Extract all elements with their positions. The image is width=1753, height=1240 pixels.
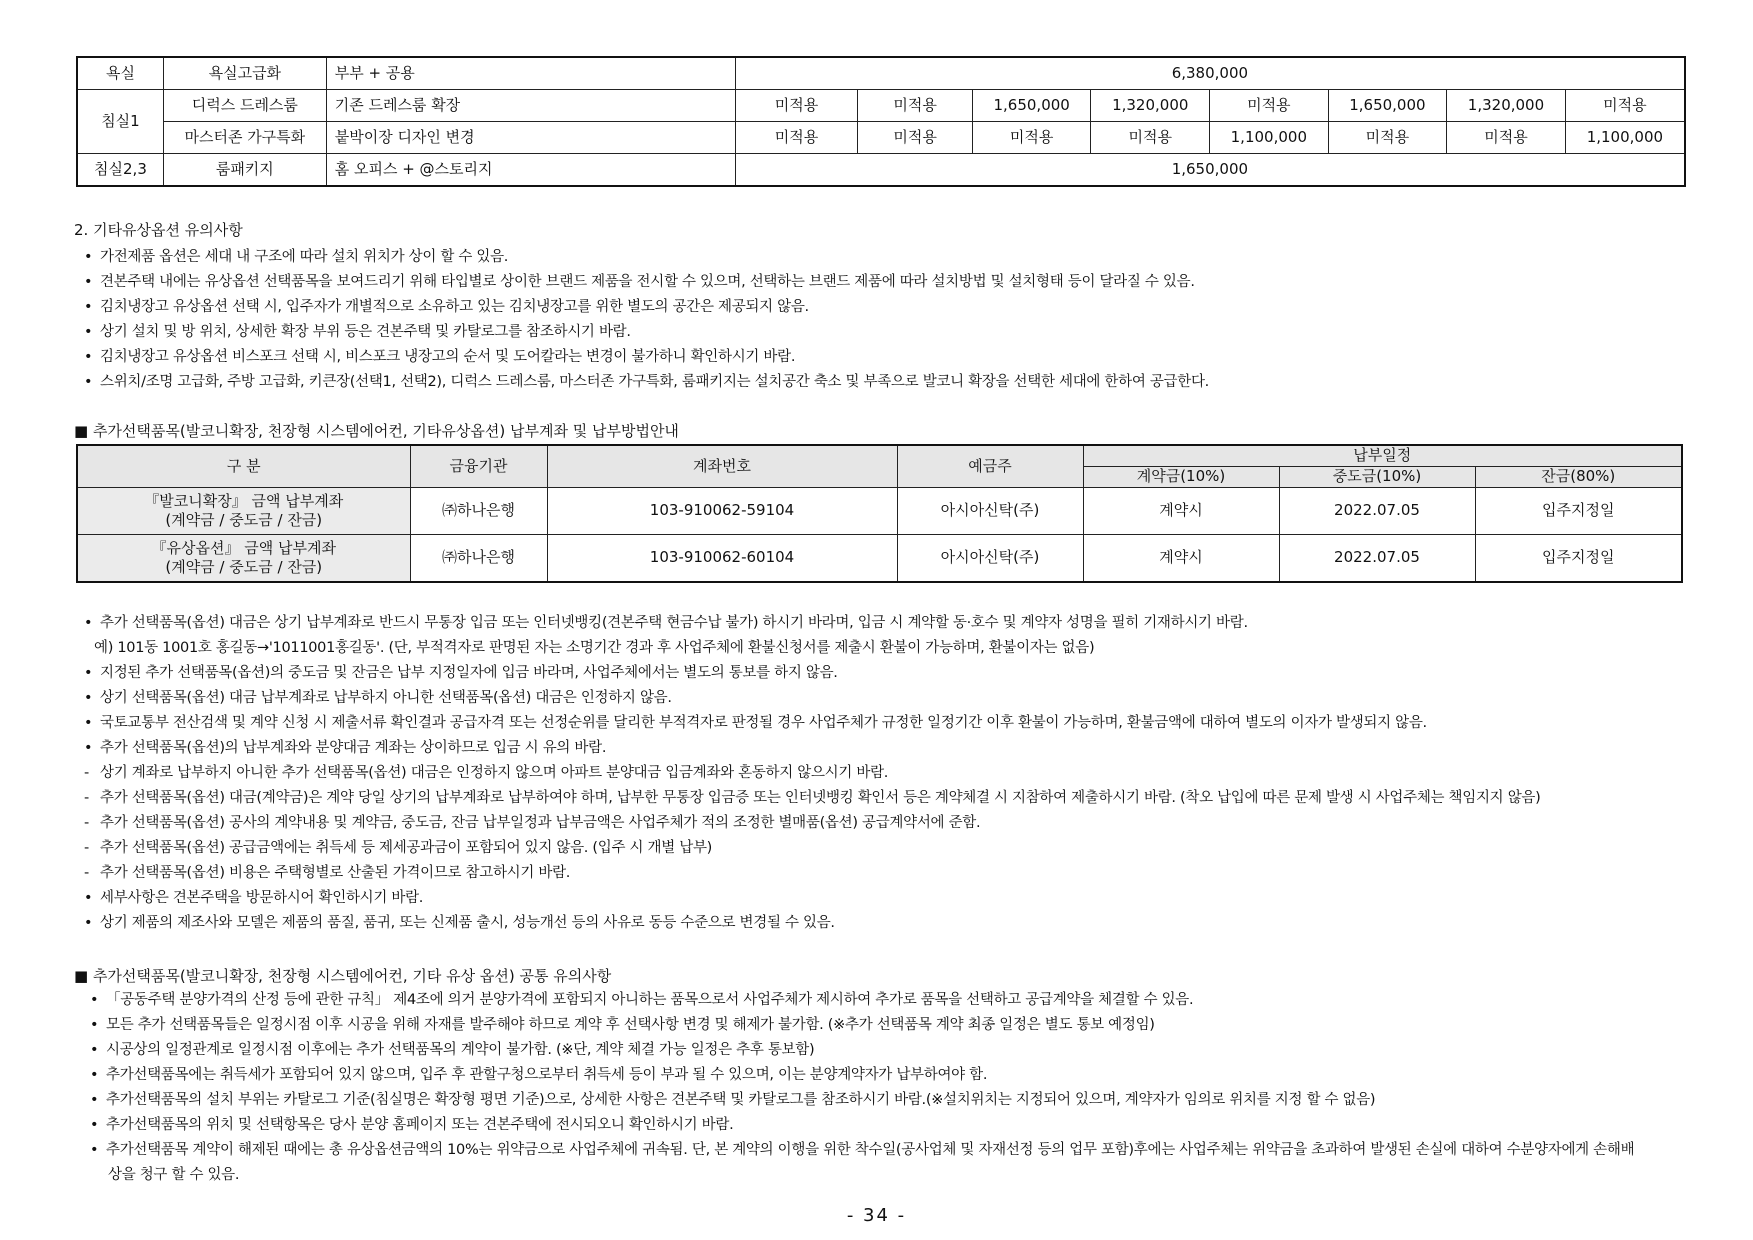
list-item: • 추가선택품목의 설치 부위는 카탈로그 기준(침실명은 확장형 평면 기준)으로, 상세한 사항은 견본주택 및 카탈로그를 참조하시기 바람.(※설치위치는 지정되어 있으며, 계약자가 임의로 위치를 지정 할 수 없음) [90, 1092, 1376, 1108]
desc-cell: 붙박이장 디자인 변경 [326, 122, 735, 154]
account-label-cell: 『발코니확장』 금액 납부계좌 (계약금 / 중도금 / 잔금) [77, 488, 410, 535]
list-item: • 추가선택품목 계약이 해제된 때에는 총 유상옵션금액의 10%는 위약금으로 사업주체에 귀속됨. 단, 본 계약의 이행을 위한 착수일(공사업체 및 자재선정 등의 업무 포함)후에는 사업주체는 위약금을 초과하여 발생된 손실에 대하여 수분양자에게 손해배 [90, 1142, 1635, 1158]
price-cell: 1,100,000 [1210, 122, 1329, 154]
list-item: 예) 101동 1001호 홍길동→'1011001홍길동'. (단, 부적격자로 판명된 자는 소명기간 경과 후 사업주체에 환불신청서를 제출시 환불이 가능하며, 환불이자는 없음) [94, 640, 1095, 656]
holder-cell: 아시아신탁(주) [897, 488, 1083, 535]
balance-cell: 입주지정일 [1475, 535, 1682, 583]
list-item: - 상기 계좌로 납부하지 아니한 추가 선택품목(옵션) 대금은 인정하지 않으며 아파트 분양대금 입금계좌와 혼동하지 않으시기 바람. [84, 765, 889, 781]
list-item-continuation: 상을 청구 할 수 있음. [108, 1167, 240, 1183]
section4-title: ■ 추가선택품목(발코니확장, 천장형 시스템에어컨, 기타 유상 옵션) 공통 유의사항 [74, 967, 612, 985]
list-item: • 김치냉장고 유상옵션 선택 시, 입주자가 개별적으로 소유하고 있는 김치냉장고를 위한 별도의 공간은 제공되지 않음. [84, 299, 809, 315]
price-cell: 1,320,000 [1091, 90, 1210, 122]
room-cell: 침실1 [77, 90, 163, 154]
table-row [77, 122, 1685, 154]
price-cell: 미적용 [1091, 122, 1210, 154]
list-item: • 「공동주택 분양가격의 산정 등에 관한 규칙」 제4조에 의거 분양가격에 포함되지 아니하는 품목으로서 사업주체가 제시하여 추가로 품목을 선택하고 공급계약을 체결할 수 있음. [90, 992, 1194, 1008]
table-row [77, 154, 1685, 187]
list-item: • 김치냉장고 유상옵션 비스포크 선택 시, 비스포크 냉장고의 순서 및 도어칼라는 변경이 불가하니 확인하시기 바람. [84, 349, 796, 365]
section4-list [90, 988, 1634, 1187]
list-item: • 시공상의 일정관계로 일정시점 이후에는 추가 선택품목의 계약이 불가함. (※단, 계약 체결 가능 일정은 추후 통보함) [90, 1042, 815, 1058]
table-row [77, 90, 1685, 122]
section2-list [84, 245, 1209, 395]
item-cell: 욕실고급화 [163, 57, 326, 90]
price-cell: 1,650,000 [972, 90, 1091, 122]
holder-cell: 아시아신탁(주) [897, 535, 1083, 583]
price-cell: 6,380,000 [735, 57, 1685, 90]
room-cell: 욕실 [77, 57, 163, 90]
price-cell: 미적용 [972, 122, 1091, 154]
list-item: • 상기 제품의 제조사와 모델은 제품의 품질, 품귀, 또는 신제품 출시, 성능개선 등의 사유로 동등 수준으로 변경될 수 있음. [84, 915, 835, 931]
price-cell: 1,320,000 [1447, 90, 1566, 122]
list-item: • 스위치/조명 고급화, 주방 고급화, 키큰장(선택1, 선택2), 디럭스 드레스룸, 마스터존 가구특화, 룸패키지는 설치공간 축소 및 부족으로 발코니 확장을 선택한 세대에 한하여 공급한다. [84, 374, 1209, 390]
balance-cell: 입주지정일 [1475, 488, 1682, 535]
list-item: • 상기 설치 및 방 위치, 상세한 확장 부위 등은 견본주택 및 카탈로그를 참조하시기 바람. [84, 324, 631, 340]
list-item: • 견본주택 내에는 유상옵션 선택품목을 보여드리기 위해 타입별로 상이한 브랜드 제품을 전시할 수 있으며, 선택하는 브랜드 제품에 따라 설치방법 및 설치형태 등이 달라질 수 있음. [84, 274, 1195, 290]
list-item: • 추가선택품목의 위치 및 선택항목은 당사 분양 홈페이지 또는 견본주택에 전시되오니 확인하시기 바람. [90, 1117, 734, 1133]
list-item: • 추가선택품목에는 취득세가 포함되어 있지 않으며, 입주 후 관할구청으로부터 취득세 등이 부과 될 수 있으며, 이는 분양계약자가 납부하여야 함. [90, 1067, 988, 1083]
price-cell: 1,650,000 [735, 154, 1685, 187]
bank-cell: ㈜하나은행 [410, 488, 547, 535]
price-cell: 미적용 [1210, 90, 1329, 122]
payment-account-table [76, 444, 1683, 583]
list-item: - 추가 선택품목(옵션) 비용은 주택형별로 산출된 가격이므로 참고하시기 바람. [84, 865, 571, 881]
table-row [77, 488, 1682, 535]
list-item: - 추가 선택품목(옵션) 대금(계약금)은 계약 당일 상기의 납부계좌로 납부하여야 하며, 납부한 무통장 입금증 또는 인터넷뱅킹 확인서 등은 계약체결 시 지참하여 제출하시기 바람. (착오 납입에 따른 문제 발생 시 사업주체는 책임지지 않음) [84, 790, 1541, 806]
list-item: • 지정된 추가 선택품목(옵션)의 중도금 및 잔금은 납부 지정일자에 입금 바라며, 사업주체에서는 별도의 통보를 하지 않음. [84, 665, 838, 681]
price-cell: 미적용 [735, 122, 858, 154]
header-gubun: 구 분 [77, 445, 410, 488]
bank-cell: ㈜하나은행 [410, 535, 547, 583]
section3-title: ■ 추가선택품목(발코니확장, 천장형 시스템에어컨, 기타유상옵션) 납부계좌 및 납부방법안내 [74, 422, 679, 440]
header-bank: 금융기관 [410, 445, 547, 488]
list-item: • 세부사항은 견본주택을 방문하시어 확인하시기 바람. [84, 890, 424, 906]
account-cell: 103-910062-59104 [547, 488, 897, 535]
price-cell: 1,100,000 [1565, 122, 1685, 154]
middle-cell: 2022.07.05 [1279, 488, 1475, 535]
price-cell: 미적용 [858, 122, 973, 154]
list-item: - 추가 선택품목(옵션) 공급금액에는 취득세 등 제세공과금이 포함되어 있지 않음. (입주 시 개별 납부) [84, 840, 713, 856]
list-item: • 추가 선택품목(옵션) 대금은 상기 납부계좌로 반드시 무통장 입금 또는 인터넷뱅킹(견본주택 현금수납 불가) 하시기 바라며, 입금 시 계약할 동·호수 및 계약자 성명을 필히 기재하시기 바람. [84, 615, 1248, 631]
header-balance: 잔금(80%) [1475, 467, 1682, 488]
price-cell: 미적용 [1447, 122, 1566, 154]
contract-cell: 계약시 [1083, 488, 1279, 535]
price-cell: 미적용 [735, 90, 858, 122]
table-row [77, 57, 1685, 90]
section2-title: 2. 기타유상옵션 유의사항 [74, 221, 243, 239]
section3-notes [84, 611, 1540, 936]
account-cell: 103-910062-60104 [547, 535, 897, 583]
list-item: • 상기 선택품목(옵션) 대금 납부계좌로 납부하지 아니한 선택품목(옵션) 대금은 인정하지 않음. [84, 690, 672, 706]
header-contract: 계약금(10%) [1083, 467, 1279, 488]
middle-cell: 2022.07.05 [1279, 535, 1475, 583]
desc-cell: 기존 드레스룸 확장 [326, 90, 735, 122]
room-cell: 침실2,3 [77, 154, 163, 187]
desc-cell: 홈 오피스 + @스토리지 [326, 154, 735, 187]
desc-cell: 부부 + 공용 [326, 57, 735, 90]
price-cell: 미적용 [1565, 90, 1685, 122]
list-item: - 추가 선택품목(옵션) 공사의 계약내용 및 계약금, 중도금, 잔금 납부일정과 납부금액은 사업주체가 적의 조정한 별매품(옵션) 공급계약서에 준함. [84, 815, 981, 831]
header-account: 계좌번호 [547, 445, 897, 488]
list-item: • 가전제품 옵션은 세대 내 구조에 따라 설치 위치가 상이 할 수 있음. [84, 249, 509, 265]
account-label-cell: 『유상옵션』 금액 납부계좌 (계약금 / 중도금 / 잔금) [77, 535, 410, 583]
price-cell: 미적용 [1328, 122, 1447, 154]
price-cell: 미적용 [858, 90, 973, 122]
list-item: • 국토교통부 전산검색 및 계약 신청 시 제출서류 확인결과 공급자격 또는 선정순위를 달리한 부적격자로 판정될 경우 사업주체가 규정한 일정기간 이후 환불이 가능하며, 환불금액에 대하여 별도의 이자가 발생되지 않음. [84, 715, 1427, 731]
header-schedule: 납부일정 [1083, 445, 1682, 467]
price-cell: 1,650,000 [1328, 90, 1447, 122]
contract-cell: 계약시 [1083, 535, 1279, 583]
page-number: - 34 - [846, 1205, 907, 1226]
list-item: • 추가 선택품목(옵션)의 납부계좌와 분양대금 계좌는 상이하므로 입금 시 유의 바람. [84, 740, 607, 756]
table-row [77, 535, 1682, 583]
header-middle: 중도금(10%) [1279, 467, 1475, 488]
option-price-table [76, 56, 1686, 187]
item-cell: 마스터존 가구특화 [163, 122, 326, 154]
item-cell: 룸패키지 [163, 154, 326, 187]
item-cell: 디럭스 드레스룸 [163, 90, 326, 122]
header-holder: 예금주 [897, 445, 1083, 488]
list-item: • 모든 추가 선택품목들은 일정시점 이후 시공을 위해 자재를 발주해야 하므로 계약 후 선택사항 변경 및 해제가 불가함. (※추가 선택품목 계약 최종 일정은 별도 통보 예정임) [90, 1017, 1155, 1033]
